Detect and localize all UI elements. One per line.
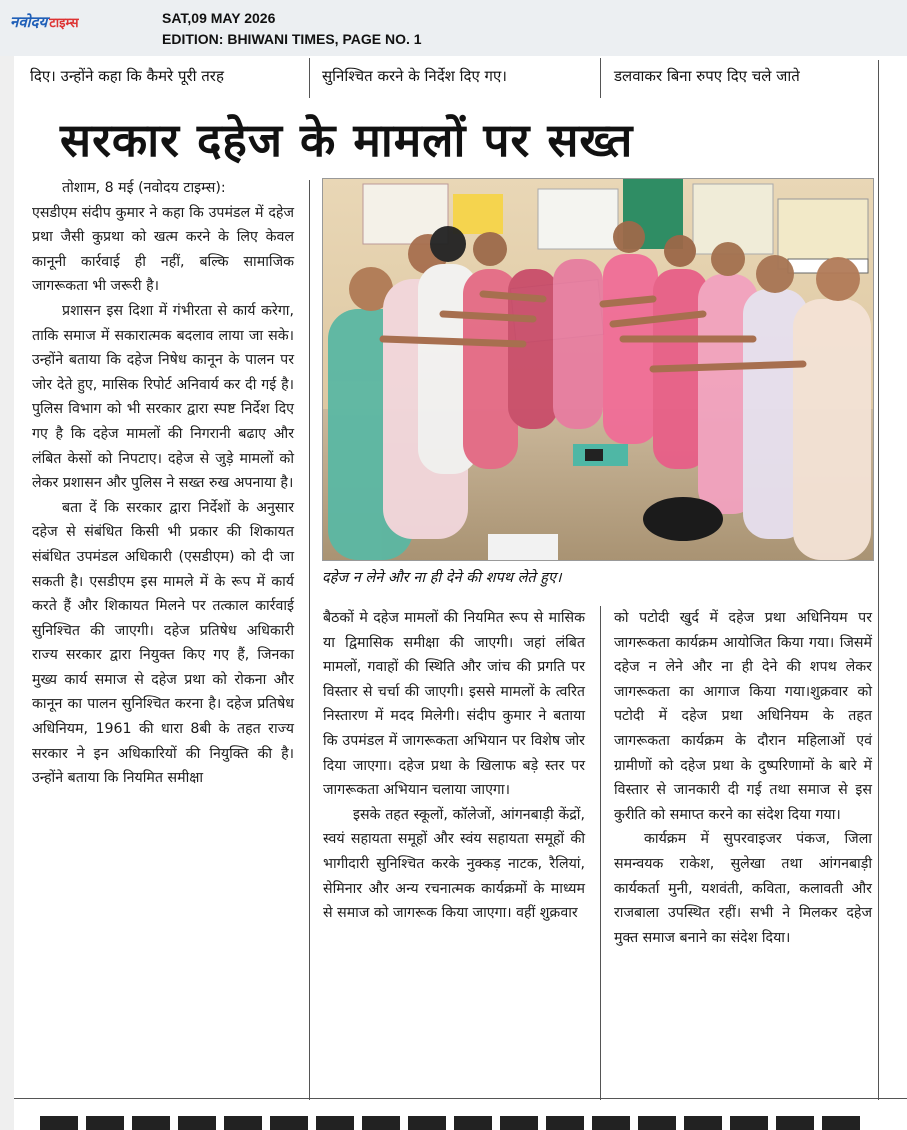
issue-date: SAT,09 MAY 2026 [162,10,276,26]
column-rule [309,58,310,98]
article-separator [14,1098,907,1099]
edition-info [162,8,422,50]
column-rule [600,58,601,98]
photo-caption: दहेज न लेने और ना ही देने की शपथ लेते हुए। [322,570,562,586]
paragraph: कार्यक्रम में सुपरवाइजर पंकज, जिला समन्वयक राकेश, सुलेखा तथा आंगनबाड़ी कार्यकर्ता मुनी, यशवंती, कविता, कलावती और राजबाला उपस्थित रहीं। सभी ने मिलकर दहेज मुक्त समाज बनाने का संदेश दिया। [614,831,872,946]
logo-sub-text: टाइम्स [49,16,79,31]
article-photo [322,178,874,561]
column-rule [309,180,310,1100]
edition-line: EDITION: BHIWANI TIMES, PAGE NO. 1 [162,31,422,47]
newspaper-logo[interactable] [10,12,79,32]
column-rule [600,606,601,1100]
paragraph: इसके तहत स्कूलों, कॉलेजों, आंगनबाड़ी केंद्रों, स्वयं सहायता समूहों और स्वंय सहायता समूहों की भागीदारी सुनिश्चित करके नुक्कड़ नाटक, रैलियां, सेमिनार और अन्य रचनात्मक कार्यक्रमों के माध्यम से समाज को जागरूक किया जाएगा। वहीं शुक्रवार [323,806,585,922]
prev-article-line-col1: दिए। उन्होंने कहा कि कैमरे पूरी तरह [30,67,224,85]
photo-illustration [323,179,873,560]
article-column-1 [32,176,294,791]
prev-article-line-col3: डलवाकर बिना रुपए दिए चले जाते [614,67,800,85]
next-article-headline-cut [30,1104,890,1130]
epaper-header [0,0,907,56]
dateline: तोशाम, 8 मई (नवोदय टाइम्स): [62,180,226,196]
column-rule [878,60,879,1100]
paragraph: बता दें कि सरकार द्वारा निर्देशों के अनुसार दहेज से संबंधित किसी भी प्रकार की शिकायत संबंधित उपमंडल अधिकारी (एसडीएम) को दी जा सकती है। एसडीएम इस मामले में के रूप में कार्य करते हैं और शिकायत मिलने पर तत्काल कार्रवाई सुनिश्चित की जाएगी। दहेज प्रतिषेध अधिकारी राज्य सरकार द्वारा नियुक्त किए गए हैं, जिनका मुख्य कार्य समाज से दहेज प्रथा को रोकना और कानून का पालन सुनिश्चित करना है। दहेज प्रतिषेध अधिनियम, 1961 की धारा 8बी के तहत राज्य सरकार ने इन अधिकारियों की नियुक्ति की है। उन्होंने बताया कि नियमित समीक्षा [32,499,294,787]
paragraph: प्रशासन इस दिशा में गंभीरता से कार्य करेगा, ताकि समाज में सकारात्मक बदलाव लाया जा सके। उन्होंने बताया कि दहेज निषेध कानून के पालन पर जोर देते हुए, मासिक रिपोर्ट अनिवार्य कर दी गई है। पुलिस विभाग को भी सरकार द्वारा स्पष्ट निर्देश दिए गए है कि दहेज मामलों की निगरानी बढाए और लंबित केसों को निपटाए। दहेज से जुड़े मामलों को लेकर प्रशासन और पुलिस ने सख्त रुख अपनाया है। [32,302,294,492]
paragraph: एसडीएम संदीप कुमार ने कहा कि उपमंडल में दहेज प्रथा जैसी कुप्रथा को खत्म करने के लिए केवल कानूनी कार्रवाई ही नहीं, बल्कि सामाजिक जागरूकता भी जरूरी है। [32,204,294,295]
paragraph: बैठकों मे दहेज मामलों की नियमित रूप से मासिक या द्विमासिक समीक्षा की जाएगी। जहां लंबित मामलों, गवाहों की स्थिति और जांच की प्रगति पर विस्तार से चर्चा की जाएगी। इससे मामलों के त्वरित निस्तारण में मदद मिलेगी। संदीप कुमार ने बताया कि उपमंडल में जागरूकता अभियान पर विशेष जोर दिया जाएगा। दहेज प्रथा के खिलाफ बड़े स्तर पर जागरूकता अभियान चलाया जाएगा। [323,610,585,799]
logo-main-text: नवोदय [10,13,48,31]
left-margin [0,56,14,1130]
prev-article-line-col2: सुनिश्चित करने के निर्देश दिए गए। [322,67,507,85]
paragraph: को पटोदी खुर्द में दहेज प्रथा अधिनियम पर जागरूकता कार्यक्रम आयोजित किया गया। जिसमें दहेज न लेने और ना ही देने की शपथ लेकर जागरूकता का आगाज किया गया।शुक्रवार को पटोदी में दहेज प्रथा अधिनियम के तहत जागरूकता कार्यक्रम के दौरान महिलाओं एवं ग्रामीणों को दहेज प्रथा के दुष्परिणामों के बारे में विस्तार से जानकारी दी गई तथा समाज से इस कुरीति को समाप्त करने का संदेश दिया गया। [614,610,872,823]
article-column-2 [323,606,585,926]
article-headline: सरकार दहेज के मामलों पर सख्त [60,113,634,167]
article-column-3 [614,606,872,950]
